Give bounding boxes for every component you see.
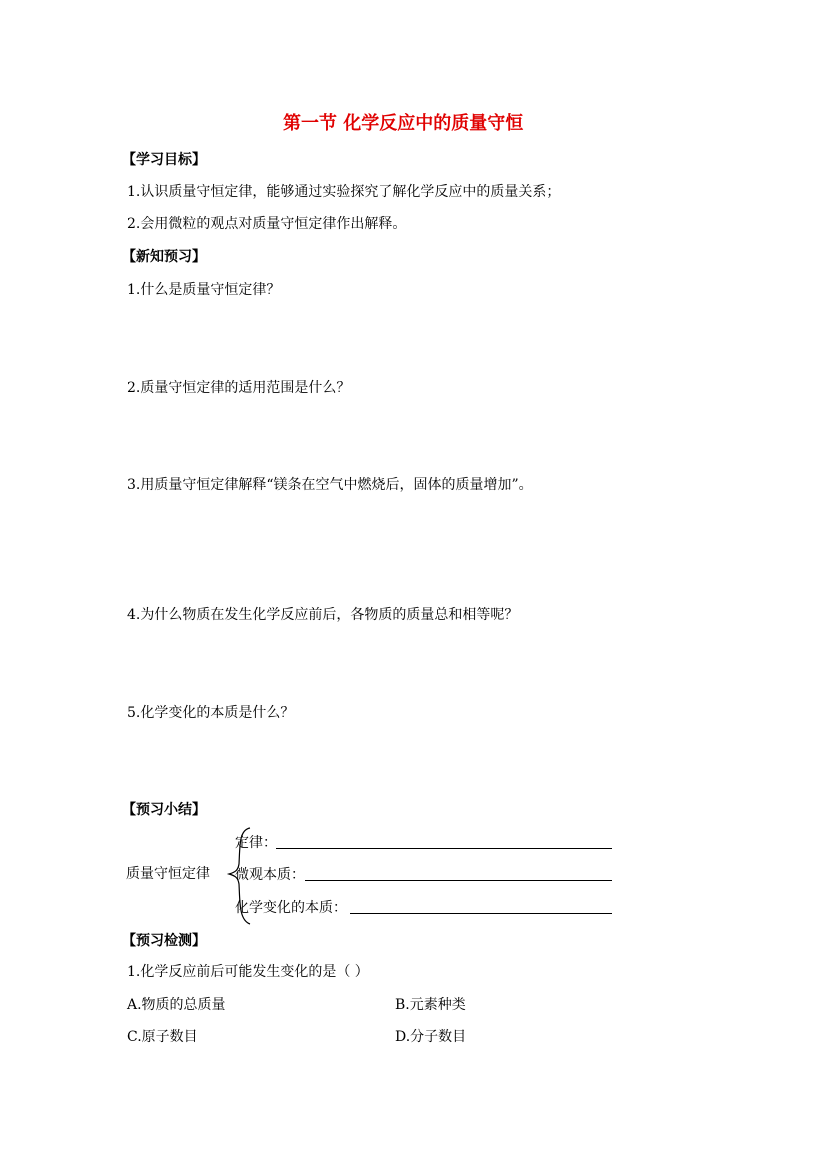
summary-branch-law: 定律： bbox=[235, 835, 277, 851]
objective-item-1: 1.认识质量守恒定律，能够通过实验探究了解化学反应中的质量关系； bbox=[127, 184, 561, 200]
objectives-heading: 【学习目标】 bbox=[122, 152, 206, 168]
preview-heading: 【新知预习】 bbox=[122, 249, 206, 265]
page-title: 第一节 化学反应中的质量守恒 bbox=[283, 113, 524, 134]
preview-question-1: 1.什么是质量守恒定律？ bbox=[127, 282, 281, 298]
preview-question-4: 4.为什么物质在发生化学反应前后，各物质的质量总和相等呢？ bbox=[127, 607, 519, 623]
summary-heading: 【预习小结】 bbox=[122, 802, 206, 818]
summary-root-label: 质量守恒定律 bbox=[126, 866, 210, 882]
check-question-1: 1.化学反应前后可能发生变化的是（ ） bbox=[127, 964, 369, 980]
preview-question-5: 5.化学变化的本质是什么？ bbox=[127, 705, 295, 721]
summary-branch-micro: 微观本质： bbox=[235, 867, 305, 883]
check-option-a: A.物质的总质量 bbox=[127, 997, 226, 1013]
summary-blank-essence bbox=[350, 913, 612, 914]
summary-blank-law bbox=[276, 848, 612, 849]
check-option-c: C.原子数目 bbox=[127, 1029, 198, 1045]
check-option-d: D.分子数目 bbox=[395, 1029, 467, 1045]
preview-question-3: 3.用质量守恒定律解释“镁条在空气中燃烧后，固体的质量增加”。 bbox=[127, 477, 533, 493]
check-option-b: B.元素种类 bbox=[395, 997, 466, 1013]
check-heading: 【预习检测】 bbox=[122, 933, 206, 949]
summary-blank-micro bbox=[305, 880, 612, 881]
objective-item-2: 2.会用微粒的观点对质量守恒定律作出解释。 bbox=[127, 216, 407, 232]
summary-branch-essence: 化学变化的本质： bbox=[235, 900, 347, 916]
preview-question-2: 2.质量守恒定律的适用范围是什么？ bbox=[127, 380, 351, 396]
